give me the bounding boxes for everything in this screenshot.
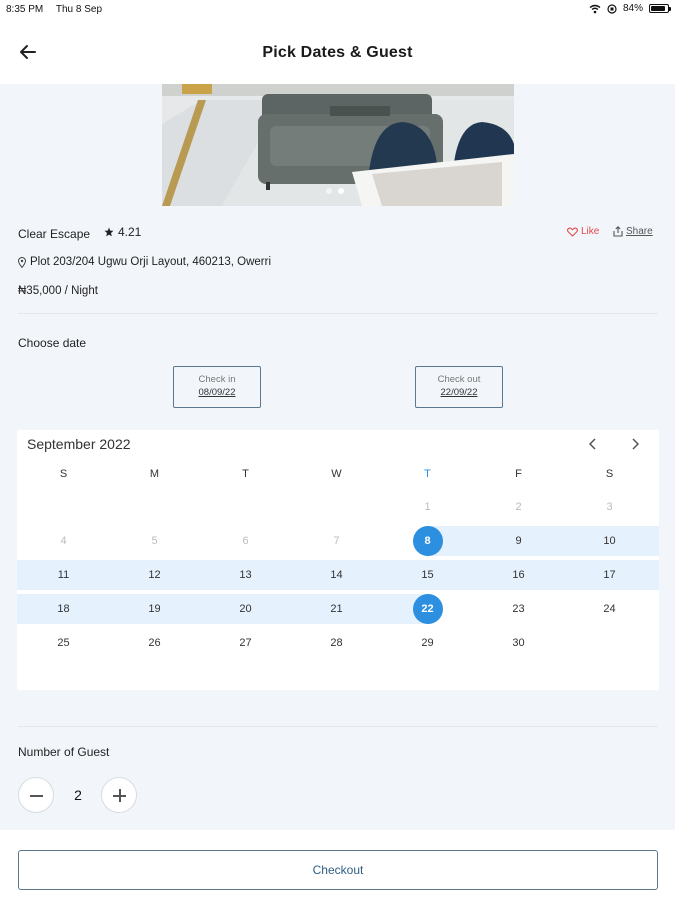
- calendar-day-number: 15: [421, 569, 434, 581]
- check-in-value: 08/09/22: [198, 387, 236, 398]
- calendar-day[interactable]: [473, 594, 564, 624]
- calendar-day-number: 30: [512, 637, 525, 649]
- heart-icon: [567, 227, 578, 237]
- property-photo-carousel[interactable]: [162, 84, 514, 206]
- decrease-guest-button[interactable]: [18, 777, 54, 813]
- weekday-label: T: [242, 468, 249, 480]
- calendar-day[interactable]: [473, 560, 564, 590]
- guest-count-label: Number of Guest: [18, 745, 110, 759]
- calendar-month-title: September 2022: [27, 436, 131, 452]
- calendar-day-number: 2: [515, 501, 522, 513]
- calendar-day-number: 14: [330, 569, 343, 581]
- calendar-day-number: 29: [421, 637, 434, 649]
- calendar-day[interactable]: [291, 628, 382, 658]
- listing-address: [18, 256, 271, 268]
- calendar-day[interactable]: [109, 594, 200, 624]
- calendar-day-number: 10: [603, 535, 616, 547]
- calendar-day[interactable]: [564, 492, 655, 522]
- page-title: Pick Dates & Guest: [262, 44, 413, 61]
- calendar-day-selected[interactable]: [382, 526, 473, 556]
- calendar-day[interactable]: [200, 594, 291, 624]
- battery-percent: 84%: [622, 3, 643, 14]
- weekday-label: M: [149, 468, 160, 480]
- wifi-icon: [589, 4, 601, 14]
- share-label: Share: [626, 226, 653, 237]
- calendar-day-number: 7: [333, 535, 340, 547]
- weekday-label: F: [515, 468, 522, 480]
- star-icon: [104, 227, 114, 237]
- calendar-day[interactable]: [564, 560, 655, 590]
- calendar-day[interactable]: [473, 526, 564, 556]
- calendar-day-number: 22: [413, 594, 443, 624]
- increase-guest-button[interactable]: [101, 777, 137, 813]
- choose-date-label: Choose date: [18, 336, 87, 350]
- calendar-day-number: 4: [60, 535, 67, 547]
- calendar-day[interactable]: [200, 628, 291, 658]
- divider: [18, 313, 658, 314]
- share-icon: [613, 226, 623, 237]
- calendar-day-number: 23: [512, 603, 525, 615]
- calendar-day[interactable]: [18, 526, 109, 556]
- divider: [18, 726, 658, 727]
- date-picker-calendar: [17, 430, 659, 690]
- calendar-day[interactable]: [564, 594, 655, 624]
- previous-month-button[interactable]: [583, 434, 603, 454]
- calendar-day-number: 19: [148, 603, 161, 615]
- calendar-day-number: 3: [606, 501, 613, 513]
- calendar-day-number: 26: [148, 637, 161, 649]
- guest-count-value: 2: [74, 787, 82, 803]
- share-button[interactable]: [613, 226, 653, 237]
- chevron-left-icon: [583, 434, 603, 454]
- calendar-day[interactable]: [109, 526, 200, 556]
- status-bar: [0, 0, 675, 20]
- calendar-day-number: 20: [239, 603, 252, 615]
- status-date: Thu 8 Sep: [55, 4, 103, 15]
- calendar-day-number: 5: [151, 535, 158, 547]
- calendar-day[interactable]: [109, 560, 200, 590]
- calendar-day[interactable]: [200, 526, 291, 556]
- check-out-value: 22/09/22: [440, 387, 478, 398]
- calendar-day-number: 9: [515, 535, 522, 547]
- weekday-label: S: [59, 468, 68, 480]
- calendar-day[interactable]: [18, 594, 109, 624]
- calendar-day[interactable]: [291, 594, 382, 624]
- top-app-bar: [0, 20, 675, 84]
- calendar-day-selected[interactable]: [382, 594, 473, 624]
- calendar-day-number: 16: [512, 569, 525, 581]
- status-bar-left: [6, 4, 112, 15]
- calendar-day[interactable]: [291, 560, 382, 590]
- calendar-day[interactable]: [382, 628, 473, 658]
- calendar-day-number: 1: [424, 501, 431, 513]
- battery-fill: [651, 6, 665, 11]
- carousel-dot[interactable]: [326, 188, 332, 194]
- chevron-right-icon: [625, 434, 645, 454]
- calendar-day[interactable]: [291, 526, 382, 556]
- calendar-day-number: 13: [239, 569, 252, 581]
- weekday-label: T: [424, 468, 431, 480]
- carousel-dot-active[interactable]: [338, 188, 344, 194]
- calendar-day[interactable]: [18, 628, 109, 658]
- calendar-day-number: 11: [57, 569, 70, 581]
- calendar-day-number: 27: [239, 637, 252, 649]
- listing-rating: [104, 225, 141, 239]
- check-in-label: Check in: [198, 374, 236, 385]
- calendar-day[interactable]: [109, 628, 200, 658]
- like-label: Like: [581, 226, 600, 237]
- calendar-day-number: 18: [57, 603, 70, 615]
- calendar-day-number: 6: [242, 535, 249, 547]
- calendar-day[interactable]: [200, 560, 291, 590]
- battery-icon: [649, 4, 669, 13]
- calendar-day-number: 24: [603, 603, 616, 615]
- status-bar-right: [589, 3, 669, 14]
- listing-price: ₦35,000 / Night: [18, 285, 98, 297]
- check-out-box[interactable]: [415, 366, 503, 408]
- location-pin-icon: [18, 257, 26, 268]
- address-text: Plot 203/204 Ugwu Orji Layout, 460213, Owerri: [30, 256, 271, 268]
- orientation-lock-icon: [607, 4, 617, 14]
- calendar-day-number: 28: [330, 637, 343, 649]
- status-time: 8:35 PM: [6, 4, 44, 15]
- next-month-button[interactable]: [625, 434, 645, 454]
- checkout-button[interactable]: Checkout: [18, 850, 658, 890]
- calendar-day-number: 17: [603, 569, 616, 581]
- calendar-day[interactable]: [382, 492, 473, 522]
- calendar-day[interactable]: [18, 560, 109, 590]
- weekday-label: S: [605, 468, 614, 480]
- check-in-box[interactable]: [173, 366, 261, 408]
- footer-bar: [0, 830, 675, 900]
- like-button[interactable]: [567, 226, 599, 237]
- calendar-day-number: 25: [57, 637, 70, 649]
- calendar-day-number: 8: [413, 526, 443, 556]
- calendar-day[interactable]: [382, 560, 473, 590]
- listing-name: Clear Escape: [18, 227, 91, 241]
- rating-value: 4.21: [118, 225, 142, 239]
- calendar-day-number: 21: [330, 603, 343, 615]
- calendar-day[interactable]: [564, 526, 655, 556]
- calendar-day-number: 12: [148, 569, 161, 581]
- weekday-label: W: [331, 468, 342, 480]
- calendar-day[interactable]: [473, 492, 564, 522]
- calendar-day[interactable]: [473, 628, 564, 658]
- carousel-indicator: [326, 188, 344, 194]
- check-out-label: Check out: [437, 374, 481, 385]
